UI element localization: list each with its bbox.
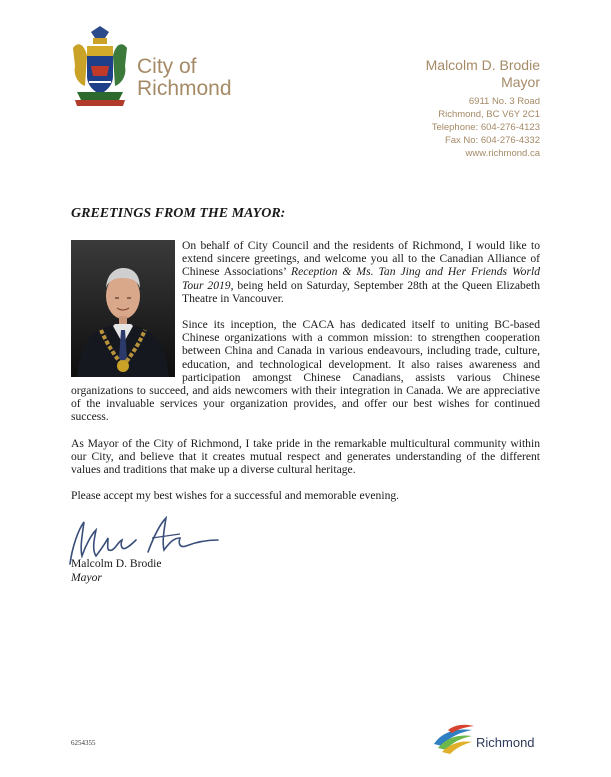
logo-line-2: Richmond (137, 77, 232, 100)
letter-heading: GREETINGS FROM THE MAYOR: (71, 206, 286, 221)
signer-name: Malcolm D. Brodie (71, 557, 162, 570)
website-link[interactable]: www.richmond.ca (465, 148, 540, 159)
signer-title: Mayor (71, 571, 102, 584)
document-number: 6254355 (71, 739, 96, 747)
paragraph-1-text-b: , being held on Saturday, September 28th at the Queen Elizabeth Theatre in Vancouver. (182, 278, 541, 305)
letter-body (71, 239, 540, 515)
address-line-1: 6911 No. 3 Road (468, 96, 540, 107)
paragraph-4: Please accept my best wishes for a successful and memorable evening. (71, 489, 400, 503)
paragraph-3: As Mayor of the City of Richmond, I take pride in the remarkable multicultural community within our City, and believe that it creates mutual respect and generates understanding of the different values and traditions that make up a diverse cultural heritage. (71, 436, 540, 477)
logo-line-1: City of (137, 55, 197, 78)
contact-block (426, 57, 540, 160)
paragraph-1-text-a: On behalf of City Council and the residents of Richmond, I would like to extend sincere greetings, and welcome you all to the Canadian Alliance of Chinese Associations’ (182, 239, 540, 279)
fax: Fax No: 604-276-4332 (444, 135, 540, 146)
mayor-name: Malcolm D. Brodie (425, 57, 540, 73)
address-line-2: Richmond, BC V6Y 2C1 (438, 109, 540, 120)
telephone: Telephone: 604-276-4123 (431, 122, 540, 133)
mayor-title: Mayor (501, 74, 540, 90)
event-name: Reception & Ms. Tan Jing and Her Friends World Tour 2019 (182, 265, 540, 292)
city-crest-icon (69, 26, 131, 108)
paragraph-2: Since its inception, the CACA has dedicated itself to uniting BC-based Chinese organizations with a common mission: to strengthen cooperation between China and Canada in various endeavours, including trade, culture, education, and technological development. It also raises awareness and participation amongst Chinese Canadians, assists various Chinese organizations to succeed, and aids newcomers with their integration in Canada. We are appreciative of the invaluable services your organization provides, and offer our best wishes for continued success. (71, 318, 540, 424)
footer-richmond-text: Richmond (476, 735, 535, 750)
city-of-richmond-logo (137, 56, 232, 100)
